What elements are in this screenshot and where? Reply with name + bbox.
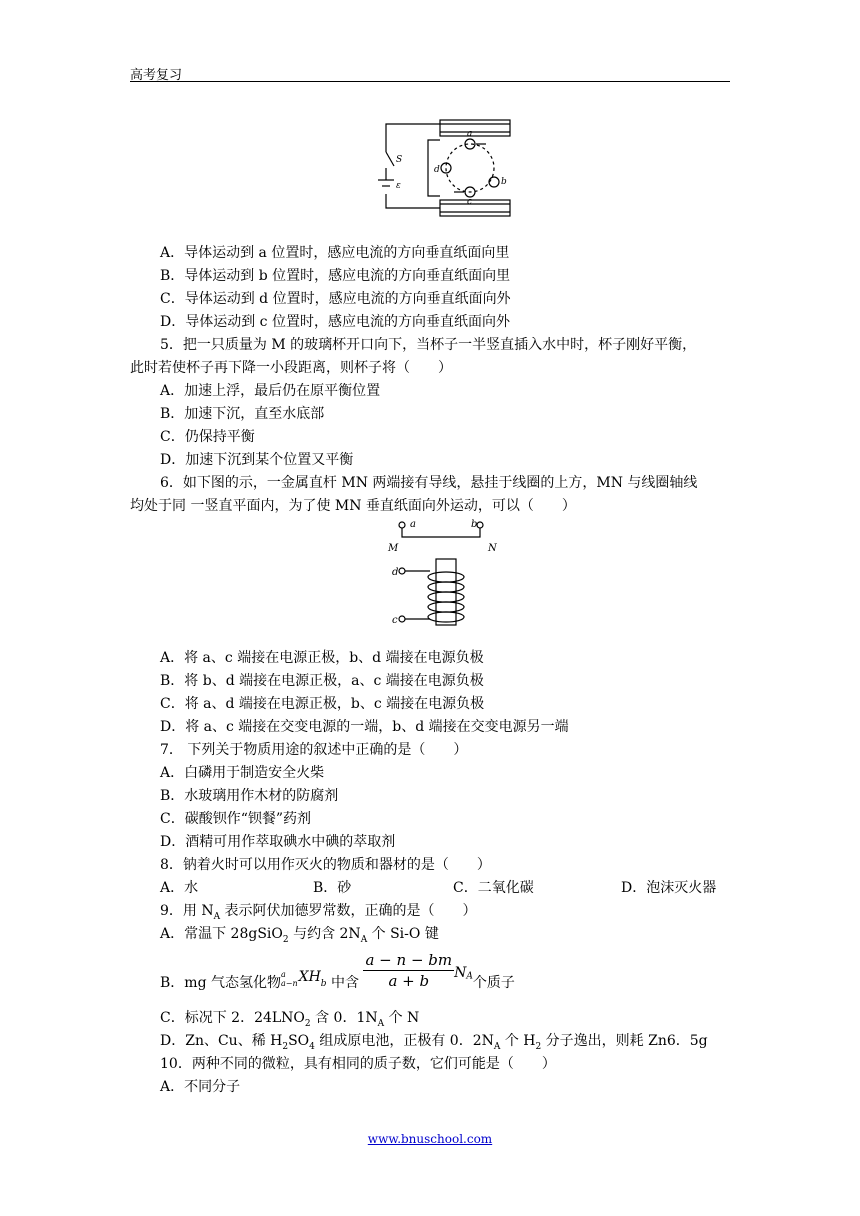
fig1-label-c: c xyxy=(467,197,473,207)
q5-stem-line2: 此时若使杯子再下降一小段距离，则杯子将（ ） xyxy=(130,360,452,376)
fig2-label-b: b xyxy=(471,519,478,530)
q4-option-d: D．导体运动到 c 位置时，感应电流的方向垂直纸面向外 xyxy=(160,314,510,330)
q6-stem-line1: 6．如下图的示，一金属直杆 MN 两端接有导线，悬挂于线圈的上方，MN 与线圈轴线 xyxy=(160,475,698,491)
q6-option-b: B．将 b、d 端接在电源正极，a、c 端接在电源负极 xyxy=(160,673,484,689)
q7-option-b: B．水玻璃用作木材的防腐剂 xyxy=(160,788,339,804)
fig1-label-b: b xyxy=(501,177,507,187)
fig2-label-d: d xyxy=(392,567,399,578)
q9-option-b: B．mg 气态氢化物 a a−n $XH_b$ 中含 $\frac{a - n - bm}{a + b}$ $N_A$个质子 xyxy=(160,951,515,991)
footer xyxy=(0,1132,860,1146)
q8-option-a: A．水 xyxy=(160,880,199,896)
q9-option-a: A．常温下 28gSiO$_2$ 与约含 $2N_A$ 个 Si-O 键 xyxy=(160,926,439,945)
header-rule xyxy=(130,81,730,82)
fig2-label-n: N xyxy=(488,543,497,554)
footer-link[interactable]: www.bnuschool.com xyxy=(367,1132,493,1146)
q6-option-d: D．将 a、c 端接在交变电源的一端，b、d 端接在交变电源另一端 xyxy=(160,719,569,735)
fig2-label-a: a xyxy=(410,519,416,530)
page-header-title: 高考复习 xyxy=(130,68,183,83)
fig1-label-e: ε xyxy=(396,181,401,191)
q5-option-c: C．仍保持平衡 xyxy=(160,429,255,445)
fig1-label-s: S xyxy=(396,155,403,165)
q8-option-d: D．泡沫灭火器 xyxy=(621,880,717,896)
q6-option-c: C．将 a、d 端接在电源正极，b、c 端接在电源负极 xyxy=(160,696,485,712)
q10-option-a: A．不同分子 xyxy=(160,1079,241,1095)
q5-option-d: D．加速下沉到某个位置又平衡 xyxy=(160,452,354,468)
figure-rails-circuit xyxy=(370,112,520,222)
q6-stem-line2: 均处于同 一竖直平面内，为了使 MN 垂直纸面向外运动，可以（ ） xyxy=(130,498,576,514)
q7-option-a: A．白磷用于制造安全火柴 xyxy=(160,765,325,781)
q5-option-b: B．加速下沉，直至水底部 xyxy=(160,406,325,422)
fig2-label-m: M xyxy=(388,543,399,554)
q4-option-b: B．导体运动到 b 位置时，感应电流的方向垂直纸面向里 xyxy=(160,268,511,284)
q10-stem: 10．两种不同的微粒，具有相同的质子数，它们可能是（ ） xyxy=(160,1056,556,1072)
q4-option-c: C．导体运动到 d 位置时，感应电流的方向垂直纸面向外 xyxy=(160,291,511,307)
q7-option-c: C．碳酸钡作“钡餐”药剂 xyxy=(160,811,312,827)
q8-option-b: B．砂 xyxy=(313,880,352,896)
q6-option-a: A．将 a、c 端接在电源正极，b、d 端接在电源负极 xyxy=(160,650,484,666)
q5-stem-line1: 5．把一只质量为 M 的玻璃杯开口向下，当杯子一半竖直插入水中时，杯子刚好平衡， xyxy=(160,337,697,353)
q5-option-a: A．加速上浮，最后仍在原平衡位置 xyxy=(160,383,381,399)
q9-option-c: C．标况下 2．$24LNO_2$ 含 0．$1N_A$ 个 N xyxy=(160,1010,420,1029)
q9-option-d: D．Zn、Cu、稀 $H_2SO_4$ 组成原电池，正极有 0．$2N_A$ 个 $H_2$ 分子逸出，则耗 Zn6．5g xyxy=(160,1033,708,1052)
q8-stem: 8．钠着火时可以用作灭火的物质和器材的是（ ） xyxy=(160,857,491,873)
q7-option-d: D．酒精可用作萃取碘水中碘的萃取剂 xyxy=(160,834,396,850)
fig2-label-c: c xyxy=(392,615,398,626)
q4-option-a: A．导体运动到 a 位置时，感应电流的方向垂直纸面向里 xyxy=(160,245,510,261)
q7-stem: 7． 下列关于物质用途的叙述中正确的是（ ） xyxy=(160,742,468,758)
q8-option-c: C．二氧化碳 xyxy=(453,880,534,896)
q9-fraction: $\frac{a - n - bm}{a + b}$ xyxy=(365,951,453,990)
q9-stem: 9．用 $N_A$ 表示阿伏加德罗常数，正确的是（ ） xyxy=(160,903,477,922)
fig1-label-a: a xyxy=(467,129,473,139)
fig1-label-d: d xyxy=(434,165,440,175)
figure-rod-coil xyxy=(380,515,500,635)
